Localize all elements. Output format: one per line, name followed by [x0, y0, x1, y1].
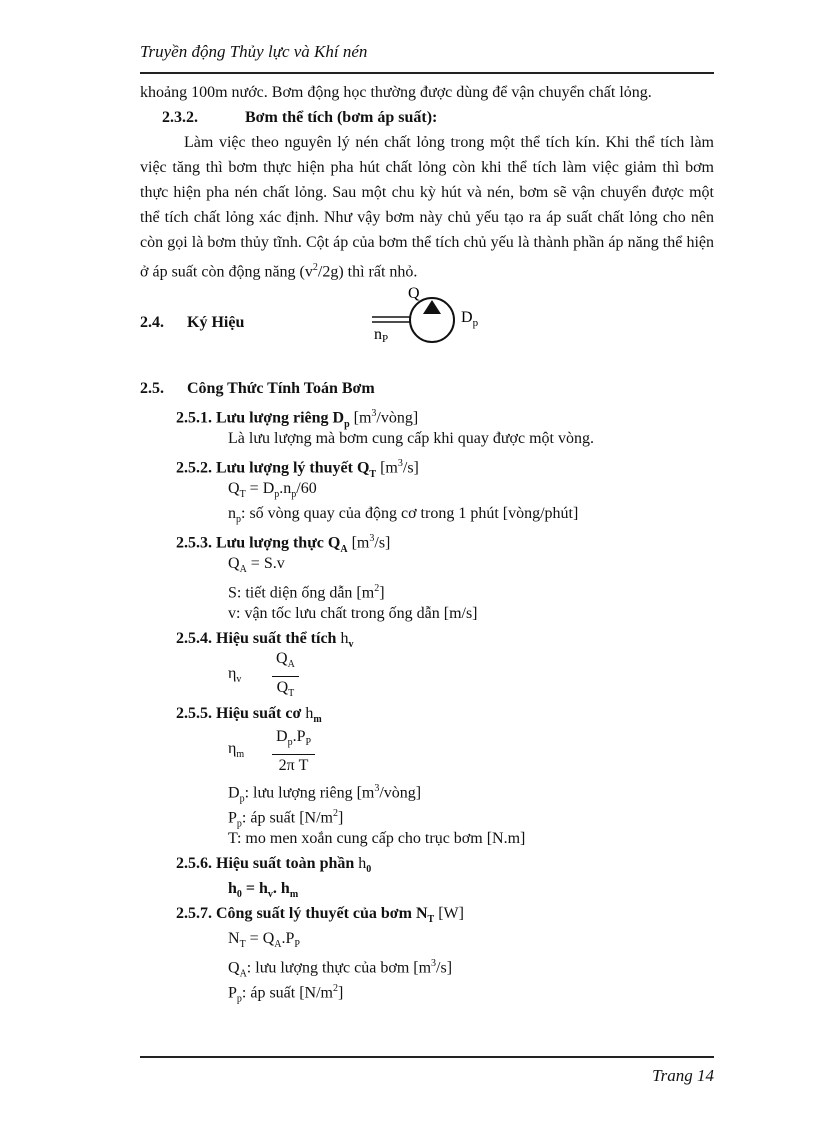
- s253-v-desc: v: vận tốc lưu chất trong ống dẫn [m/s]: [228, 605, 478, 623]
- s255-fraction: $\frac{D_p.P_P}{\text{2π T}}$: [272, 726, 315, 777]
- s255-equation: $\eta_m$ $\frac{D_p.P_P}{\text{2π T}}$: [140, 726, 714, 776]
- s256-heading: 2.5.6. Hiệu suất toàn phần $h_0$: [176, 855, 372, 876]
- s255-d-desc: $D_p$: lưu lượng riêng $[m^3/vòng]$: [228, 783, 422, 805]
- s254-heading: 2.5.4. Hiệu suất thể tích $h_v$: [176, 630, 354, 651]
- s256-equation: $h_0 = h_v$. $h_m$: [228, 880, 299, 901]
- section-2-3-2-heading: [140, 105, 714, 130]
- section-title: Bơm thể tích (bơm áp suất):: [245, 109, 438, 126]
- footer-rule: [140, 1056, 714, 1058]
- pump-symbol: [372, 286, 512, 356]
- s257-q-desc: $Q_A$: lưu lượng thực của bơm $[m^3/s]$: [228, 958, 453, 980]
- s255-t-desc: T: mo men xoắn cung cấp cho trục bơm [N.m]: [228, 830, 526, 848]
- s253-s-desc: S: tiết diện ống dẫn $[m^2]$: [228, 583, 385, 602]
- page-body: [140, 80, 714, 1005]
- intro-paragraph: khoảng 100m nước. Bơm động học thường được dùng để vận chuyển chất lỏng.: [140, 84, 652, 101]
- header-rule: [140, 72, 714, 74]
- s253-heading: 2.5.3. Lưu lượng thực $Q_A$ $[m^3/s]$: [176, 533, 391, 555]
- section-2-4-heading: 2.4. Ký Hiệu: [140, 314, 245, 332]
- section-number: 2.3.2.: [162, 109, 198, 126]
- section-2-4-row: [140, 286, 714, 356]
- s255-p-desc: $P_p$: áp suất $[N/m^2]$: [228, 808, 344, 830]
- flow-arrow-icon: [423, 300, 441, 314]
- s257-equation: $N_T = Q_A.P_P$: [228, 930, 300, 951]
- s257-p-desc: $P_p$: áp suất $[N/m^2]$: [228, 983, 344, 1005]
- section-2-5-heading: 2.5. Công Thức Tính Toán Bơm: [140, 380, 375, 398]
- svg-text:nP: nP: [374, 326, 389, 346]
- section-2-3-2-paragraph: Làm việc theo nguyên lý nén chất lỏng trong một thể tích kín. Khi thể tích làm việc tăng thì bơm thực hiện pha hút chất lỏng còn khi thể tích làm việc giảm thì bơm thực hiện pha nén chất lỏng. Sau một chu kỳ hút và nén, bơm sẽ vận chuyển được một thể tích chất lỏng xác định. Như vậy bơm này chủ yếu tạo ra áp suất chất lỏng cho nên còn gọi là bơm thủy tĩnh. Cột áp của bơm thể tích chủ yếu là thành phần áp năng thể hiện ở áp suất còn động năng $(v^2/2g)$ thì rất nhỏ.: [140, 134, 714, 281]
- s253-equation: $Q_A = S.v$: [228, 555, 285, 576]
- page-number: Trang 14: [652, 1066, 714, 1085]
- s254-equation: $\eta_v$ $\frac{Q_A}{Q_T}$: [140, 651, 714, 701]
- svg-text:Dp: $D_p$: [461, 309, 479, 330]
- s252-np-desc: $n_p$: số vòng quay của động cơ trong 1 phút [vòng/phút]: [228, 505, 579, 526]
- symbol-q-label: Q: [408, 286, 420, 303]
- s252-heading: 2.5.2. Lưu lượng lý thuyết $Q_T$ $[m^3/s]$: [176, 458, 419, 480]
- s252-equation: $Q_T = D_p.n_p/60$: [228, 480, 317, 501]
- s251-heading: 2.5.1. Lưu lượng riêng $D_p$ $[m^3/vòng]$: [176, 408, 419, 430]
- s255-heading: 2.5.5. Hiệu suất cơ $h_m$: [176, 705, 322, 726]
- s251-desc: Là lưu lượng mà bơm cung cấp khi quay được một vòng.: [228, 430, 594, 448]
- s254-fraction: $\frac{Q_A}{Q_T}$: [272, 648, 299, 705]
- running-header: Truyền động Thủy lực và Khí nén: [140, 42, 368, 61]
- s257-heading: 2.5.7. Công suất lý thuyết của bơm $N_T$ [W]: [176, 905, 464, 926]
